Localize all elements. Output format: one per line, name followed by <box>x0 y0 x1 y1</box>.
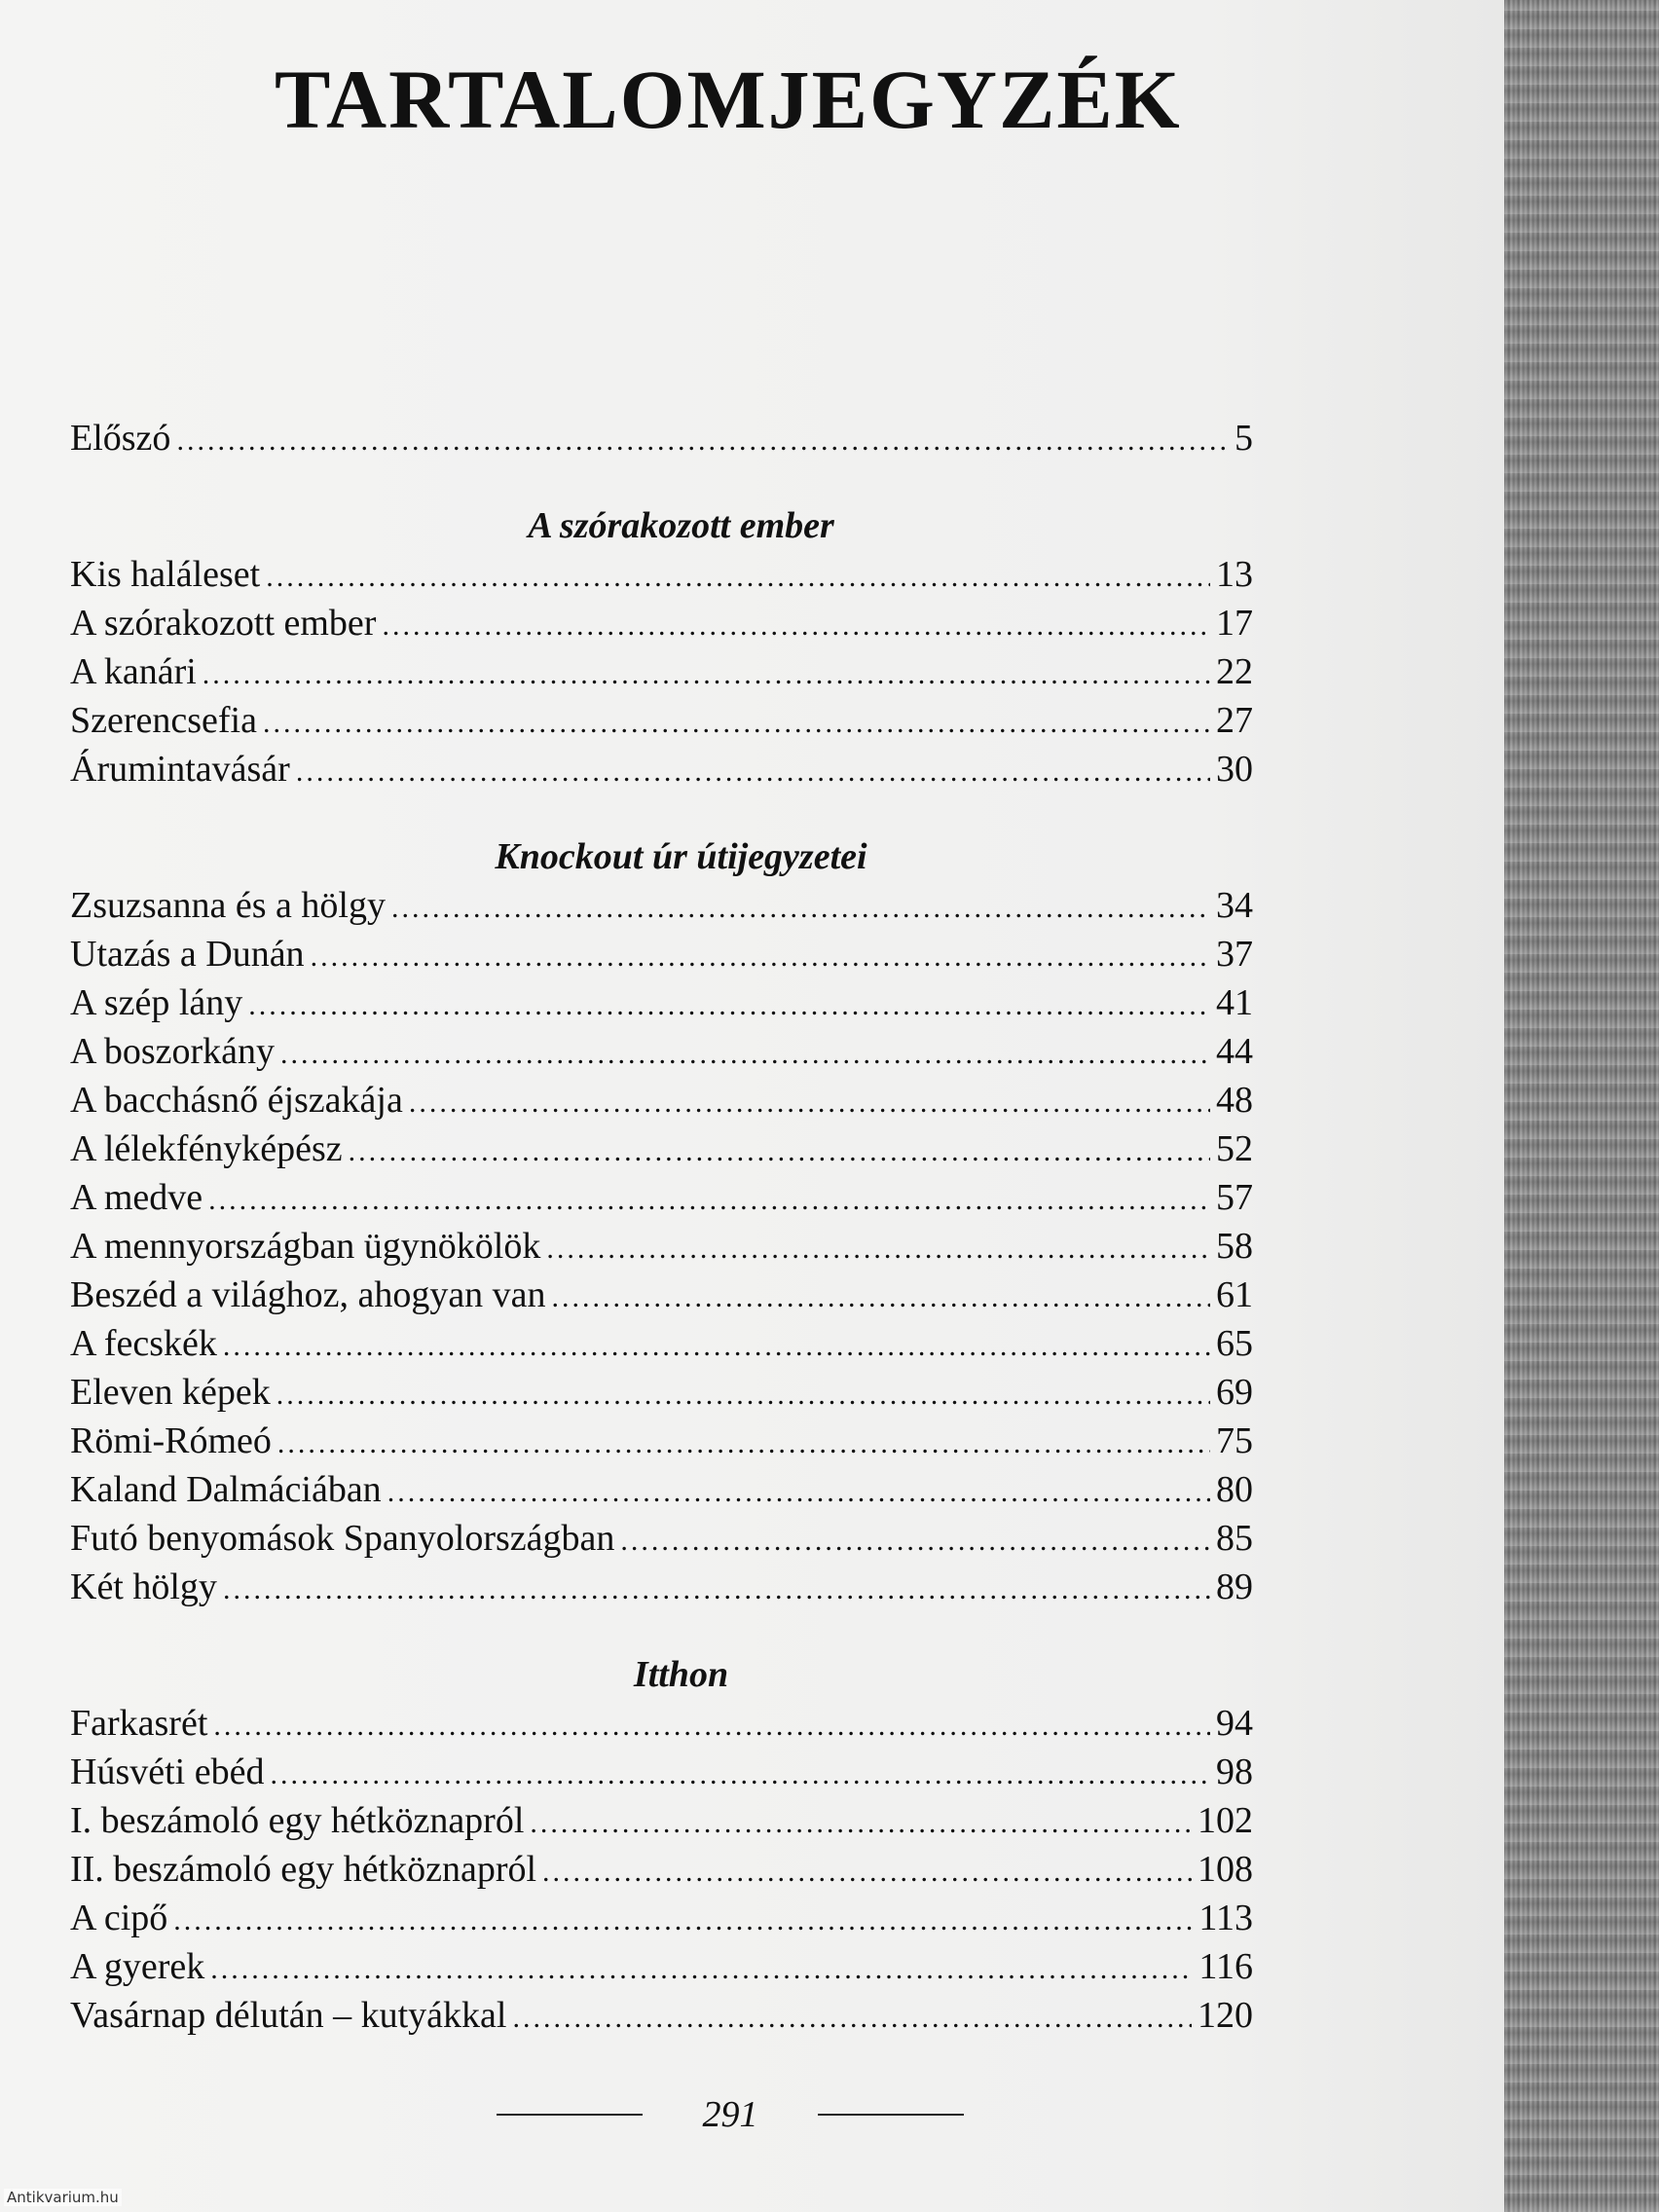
toc-entry <box>70 1748 1253 1796</box>
dot-leader <box>280 1030 1210 1079</box>
toc-entry-page: 65 <box>1216 1323 1253 1364</box>
toc-entry-page: 113 <box>1198 1898 1253 1938</box>
toc-entry <box>70 930 1253 978</box>
toc-entry-title: Eleven képek <box>70 1372 271 1413</box>
toc-entry <box>70 1894 1253 1942</box>
page-number: 291 <box>702 2094 758 2135</box>
toc-entry-title: Kaland Dalmáciában <box>70 1469 382 1510</box>
toc-entry-page: 108 <box>1198 1849 1253 1890</box>
toc-entry <box>70 1465 1253 1514</box>
toc-entry-title: Farkasrét <box>70 1703 208 1744</box>
toc-entry-page: 27 <box>1216 700 1253 741</box>
toc-entry-page: 37 <box>1216 934 1253 975</box>
toc-entry <box>70 1319 1253 1368</box>
toc-entry-page: 5 <box>1235 418 1253 459</box>
section-heading: Itthon <box>633 1654 729 1695</box>
dot-leader <box>349 1127 1210 1176</box>
page-stack-edge <box>1504 0 1659 2212</box>
dot-leader <box>248 981 1210 1030</box>
toc-entry <box>70 599 1253 647</box>
toc-entry-title: Beszéd a világhoz, ahogyan van <box>70 1274 546 1315</box>
toc-entry-page: 116 <box>1198 1946 1253 1987</box>
toc-entry-title: Futó benyomások Spanyolországban <box>70 1518 615 1559</box>
toc-entry-title: A cipő <box>70 1898 168 1938</box>
toc-entry-page: 22 <box>1216 651 1253 692</box>
toc-entry-page: 34 <box>1216 885 1253 926</box>
toc-entry-title: A bacchásnő éjszakája <box>70 1080 403 1121</box>
toc-entry-page: 41 <box>1216 982 1253 1023</box>
dot-leader <box>223 1566 1210 1614</box>
dot-leader <box>409 1079 1210 1127</box>
toc-entry-title: Zsuzsanna és a hölgy <box>70 885 386 926</box>
toc-entry-title: A medve <box>70 1177 203 1218</box>
dot-leader <box>620 1517 1210 1566</box>
dot-leader <box>208 1176 1210 1225</box>
toc-entry <box>70 1699 1253 1748</box>
toc-entry-title: Szerencsefia <box>70 700 257 741</box>
dot-leader <box>266 553 1210 602</box>
toc-entry <box>70 1124 1253 1173</box>
toc-entry-title: Römi-Rómeó <box>70 1420 272 1461</box>
dot-leader <box>270 1751 1210 1799</box>
toc-entry-page: 58 <box>1216 1226 1253 1267</box>
toc-entry <box>70 647 1253 696</box>
toc-entry-title: A fecskék <box>70 1323 217 1364</box>
watermark: Antikvarium.hu <box>4 2189 122 2206</box>
toc-entry-page: 61 <box>1216 1274 1253 1315</box>
toc-entry <box>70 550 1253 599</box>
dot-leader <box>203 650 1210 699</box>
toc-entry <box>70 1368 1253 1417</box>
section-heading: Knockout úr útijegyzetei <box>495 836 867 877</box>
toc-entry-page: 120 <box>1198 1995 1253 2036</box>
toc-entry <box>70 1222 1253 1271</box>
dot-leader <box>276 1371 1210 1419</box>
toc-entry-page: 85 <box>1216 1518 1253 1559</box>
dot-leader <box>263 699 1210 748</box>
toc-entry-title: Utazás a Dunán <box>70 934 305 975</box>
toc-sections <box>70 501 1253 2040</box>
toc-entry <box>70 696 1253 745</box>
toc-entry-page: 48 <box>1216 1080 1253 1121</box>
dot-leader <box>530 1799 1192 1848</box>
toc-entry-page: 52 <box>1216 1128 1253 1169</box>
toc-entry <box>70 1942 1253 1991</box>
footer-rule-right <box>818 2114 964 2116</box>
dot-leader <box>311 933 1210 981</box>
toc-entry-page: 13 <box>1216 554 1253 595</box>
toc-entry-page: 30 <box>1216 749 1253 790</box>
dot-leader <box>387 1468 1210 1517</box>
toc-entry-title: Húsvéti ebéd <box>70 1751 265 1792</box>
dot-leader <box>210 1945 1193 1994</box>
table-of-contents <box>70 414 1253 2040</box>
dot-leader <box>542 1848 1192 1897</box>
toc-entry-title: Vasárnap délután – kutyákkal <box>70 1995 507 2036</box>
page-title: TARTALOMJEGYZÉK <box>275 53 1182 146</box>
dot-leader <box>546 1225 1210 1273</box>
dot-leader <box>391 884 1210 933</box>
dot-leader <box>277 1419 1210 1468</box>
dot-leader <box>296 748 1210 796</box>
toc-entry-title: Árumintavásár <box>70 749 290 790</box>
toc-entry <box>70 978 1253 1027</box>
toc-entry <box>70 1173 1253 1222</box>
toc-entry-title: A kanári <box>70 651 197 692</box>
toc-entry-page: 80 <box>1216 1469 1253 1510</box>
dot-leader <box>173 1897 1193 1945</box>
toc-entry <box>70 1417 1253 1465</box>
toc-entry <box>70 1271 1253 1319</box>
toc-entry <box>70 881 1253 930</box>
toc-entry <box>70 1563 1253 1611</box>
toc-entry-title: A lélekfényképész <box>70 1128 343 1169</box>
toc-entry <box>70 1991 1253 2040</box>
toc-entry-page: 89 <box>1216 1567 1253 1607</box>
dot-leader <box>213 1702 1210 1751</box>
dot-leader <box>223 1322 1210 1371</box>
toc-entry-page: 102 <box>1198 1800 1253 1841</box>
section-heading: A szórakozott ember <box>528 505 834 546</box>
toc-entry-page: 94 <box>1216 1703 1253 1744</box>
footer-rule-left <box>497 2114 643 2116</box>
toc-entry-title: II. beszámoló egy hétköznapról <box>70 1849 537 1890</box>
page-footer <box>497 2093 964 2136</box>
toc-entry-title: A szórakozott ember <box>70 603 377 644</box>
toc-entry-page: 75 <box>1216 1420 1253 1461</box>
dot-leader <box>176 417 1229 465</box>
toc-entry-title: I. beszámoló egy hétköznapról <box>70 1800 525 1841</box>
dot-leader <box>512 1994 1192 2043</box>
dot-leader <box>382 602 1210 650</box>
toc-entry <box>70 745 1253 793</box>
toc-entry-title: A szép lány <box>70 982 243 1023</box>
toc-entry <box>70 414 1253 462</box>
toc-entry-page: 44 <box>1216 1031 1253 1072</box>
toc-entry <box>70 1845 1253 1894</box>
toc-entry-title: A gyerek <box>70 1946 205 1987</box>
toc-intro <box>70 414 1253 462</box>
toc-entry <box>70 1796 1253 1845</box>
toc-entry <box>70 1076 1253 1124</box>
toc-entry-title: Előszó <box>70 418 171 459</box>
toc-entry-title: A boszorkány <box>70 1031 276 1072</box>
toc-entry-title: Kis haláleset <box>70 554 261 595</box>
toc-entry-page: 98 <box>1216 1751 1253 1792</box>
dot-leader <box>552 1273 1210 1322</box>
toc-entry-page: 17 <box>1216 603 1253 644</box>
toc-entry-title: Két hölgy <box>70 1567 217 1607</box>
toc-entry-title: A mennyországban ügynökölök <box>70 1226 541 1267</box>
toc-entry-page: 69 <box>1216 1372 1253 1413</box>
toc-entry <box>70 1514 1253 1563</box>
toc-entry-page: 57 <box>1216 1177 1253 1218</box>
toc-entry <box>70 1027 1253 1076</box>
